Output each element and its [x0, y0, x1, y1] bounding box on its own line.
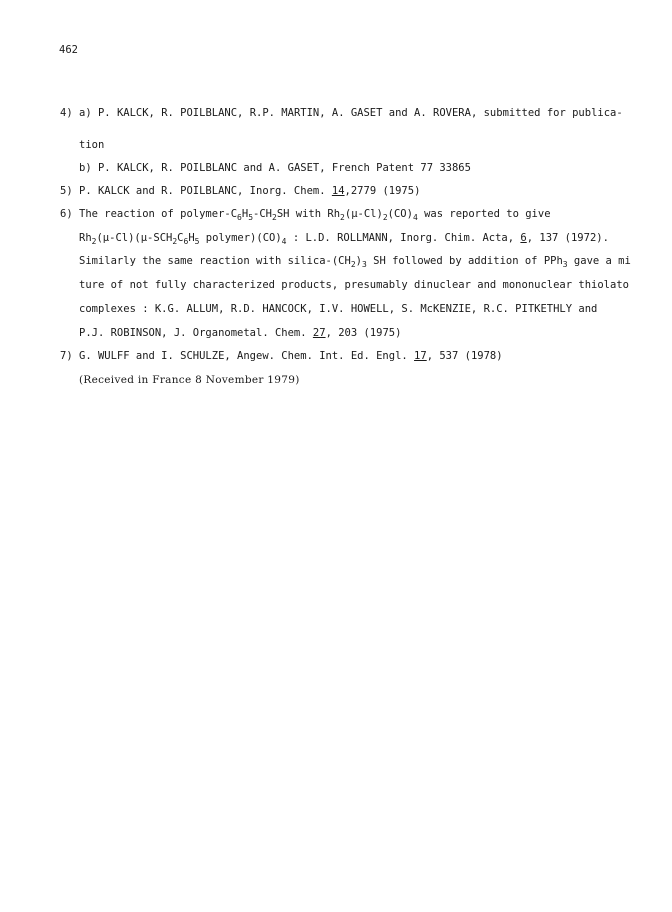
reference-text: H: [241, 208, 249, 220]
page-number: 462: [59, 44, 78, 56]
reference-text: , 537 (1978): [426, 350, 503, 362]
reference-text: (μ-Cl)(μ-SCH: [96, 232, 173, 244]
reference-text: Rh: [79, 232, 92, 244]
subscript: 2: [382, 213, 388, 222]
received-date: (Received in France 8 November 1979): [79, 374, 300, 386]
reference-text: ): [355, 255, 362, 267]
reference-text: P. KALCK, R. POILBLANC and A. GASET, French Patent 77 33865: [97, 162, 471, 174]
reference-6-line-4: [60, 280, 629, 291]
reference-4b: [60, 163, 471, 174]
reference-text: The reaction of polymer-C: [79, 208, 238, 220]
reference-text: gave a mi: [567, 255, 631, 267]
reference-text: ,2779 (1975): [344, 185, 421, 197]
reference-text: , 203 (1975): [325, 327, 402, 339]
reference-number: 7): [60, 350, 73, 362]
subscript: 2: [340, 213, 345, 222]
subscript: 3: [361, 260, 367, 269]
reference-6-line-3: [60, 256, 631, 267]
reference-text: C: [177, 232, 184, 244]
subscript: 6: [183, 237, 189, 246]
reference-number: 6): [60, 208, 73, 220]
reference-text: , 137 (1972).: [526, 232, 609, 244]
reference-4a: [60, 108, 623, 119]
reference-text: was reported to give: [417, 208, 551, 220]
reference-text: H: [188, 232, 195, 244]
reference-6-line-1: [60, 209, 551, 220]
reference-7: [60, 351, 503, 362]
sub-label: b): [79, 162, 92, 174]
subscript: 4: [281, 237, 287, 246]
subscript: 6: [237, 213, 242, 222]
reference-text: tion: [79, 139, 105, 151]
reference-text: complexes : K.G. ALLUM, R.D. HANCOCK, I.V. HOWELL, S. McKENZIE, R.C. PITKETHLY and: [79, 303, 598, 315]
reference-text: SH followed by addition of PPh: [366, 255, 563, 267]
subscript: 2: [91, 237, 97, 246]
reference-text: P.J. ROBINSON, J. Organometal. Chem.: [79, 327, 313, 339]
reference-text: polymer)(CO): [199, 232, 282, 244]
volume-number: 27: [312, 327, 326, 339]
reference-4a-continued: [60, 140, 104, 151]
reference-text: P. KALCK, R. POILBLANC, R.P. MARTIN, A. GASET and A. ROVERA, submitted for publica-: [97, 107, 623, 119]
reference-text: Similarly the same reaction with silica-(CH: [79, 255, 351, 267]
subscript: 2: [272, 213, 277, 222]
reference-6-line-2: [60, 233, 609, 244]
reference-text: (μ-Cl): [344, 208, 383, 220]
reference-number: 4): [60, 107, 73, 119]
reference-text: ture of not fully characterized products, presumably dinuclear and mononuclear thiolato: [79, 279, 629, 291]
reference-text: P. KALCK and R. POILBLANC, Inorg. Chem.: [79, 185, 332, 197]
reference-6-line-5: [60, 304, 597, 315]
volume-number: 6: [520, 232, 527, 244]
subscript: 2: [172, 237, 178, 246]
reference-5: [60, 186, 420, 197]
subscript: 2: [350, 260, 356, 269]
reference-text: G. WULFF and I. SCHULZE, Angew. Chem. Int. Ed. Engl.: [79, 350, 415, 362]
subscript: 3: [562, 260, 568, 269]
subscript: 4: [412, 213, 418, 222]
reference-text: -CH: [253, 208, 272, 220]
subscript: 5: [194, 237, 200, 246]
reference-text: SH with Rh: [276, 208, 341, 220]
reference-text: : L.D. ROLLMANN, Inorg. Chim. Acta,: [286, 232, 521, 244]
reference-text: (CO): [387, 208, 413, 220]
reference-number: 5): [60, 185, 73, 197]
reference-6-line-6: [60, 328, 401, 339]
volume-number: 14: [331, 185, 345, 197]
volume-number: 17: [414, 350, 427, 362]
subscript: 5: [248, 213, 254, 222]
sub-label: a): [79, 107, 92, 119]
